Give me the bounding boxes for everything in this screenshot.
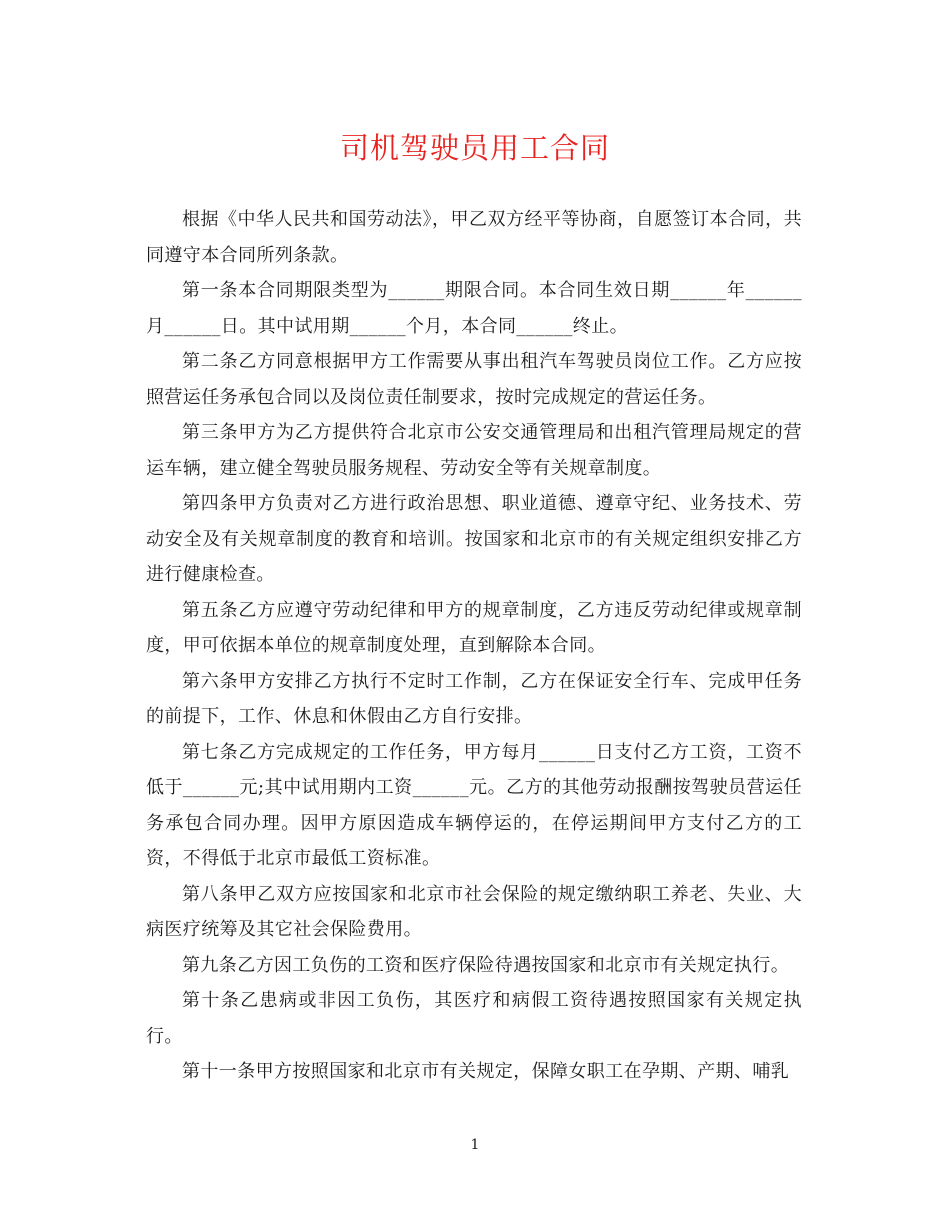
paragraph-article-1: 第一条本合同期限类型为______期限合同。本合同生效日期______年______月______日。其中试用期______个月，本合同______终止。 [146,280,802,337]
page-number: 1 [470,1137,480,1153]
document-title: 司机驾驶员用工合同 [339,131,610,165]
paragraph-article-8: 第八条甲乙双方应按国家和北京市社会保险的规定缴纳职工养老、失业、大病医疗统筹及其它社会保险费用。 [146,883,802,940]
paragraph-article-10: 第十条乙患病或非因工负伤，其医疗和病假工资待遇按照国家有关规定执行。 [146,990,802,1047]
document-body [146,202,802,1090]
paragraph-article-6: 第六条甲方安排乙方执行不定时工作制，乙方在保证安全行车、完成甲任务的前提下，工作、休息和休假由乙方自行安排。 [146,670,802,727]
paragraph-article-3: 第三条甲方为乙方提供符合北京市公安交通管理局和出租汽管理局规定的营运车辆，建立健全驾驶员服务规程、劳动安全等有关规章制度。 [146,422,802,479]
paragraph-article-9: 第九条乙方因工负伤的工资和医疗保险待遇按国家和北京市有关规定执行。 [182,954,790,976]
paragraph-article-11: 第十一条甲方按照国家和北京市有关规定，保障女职工在孕期、产期、哺乳 [182,1061,790,1082]
paragraph-article-2: 第二条乙方同意根据甲方工作需要从事出租汽车驾驶员岗位工作。乙方应按照营运任务承包合同以及岗位责任制要求，按时完成规定的营运任务。 [146,351,802,408]
paragraph-article-4: 第四条甲方负责对乙方进行政治思想、职业道德、遵章守纪、业务技术、劳动安全及有关规章制度的教育和培训。按国家和北京市的有关规定组织安排乙方进行健康检查。 [146,493,802,585]
paragraph-article-7: 第七条乙方完成规定的工作任务，甲方每月______日支付乙方工资，工资不低于______元;其中试用期内工资______元。乙方的其他劳动报酬按驾驶员营运任务承包合同办理。因甲方原因造成车辆停运的，在停运期间甲方支付乙方的工资，不得低于北京市最低工资标准。 [146,741,802,869]
paragraph-article-5: 第五条乙方应遵守劳动纪律和甲方的规章制度，乙方违反劳动纪律或规章制度，甲可依据本单位的规章制度处理，直到解除本合同。 [146,599,802,656]
paragraph-preamble: 根据《中华人民共和国劳动法》，甲乙双方经平等协商，自愿签订本合同，共同遵守本合同所列条款。 [146,209,802,266]
